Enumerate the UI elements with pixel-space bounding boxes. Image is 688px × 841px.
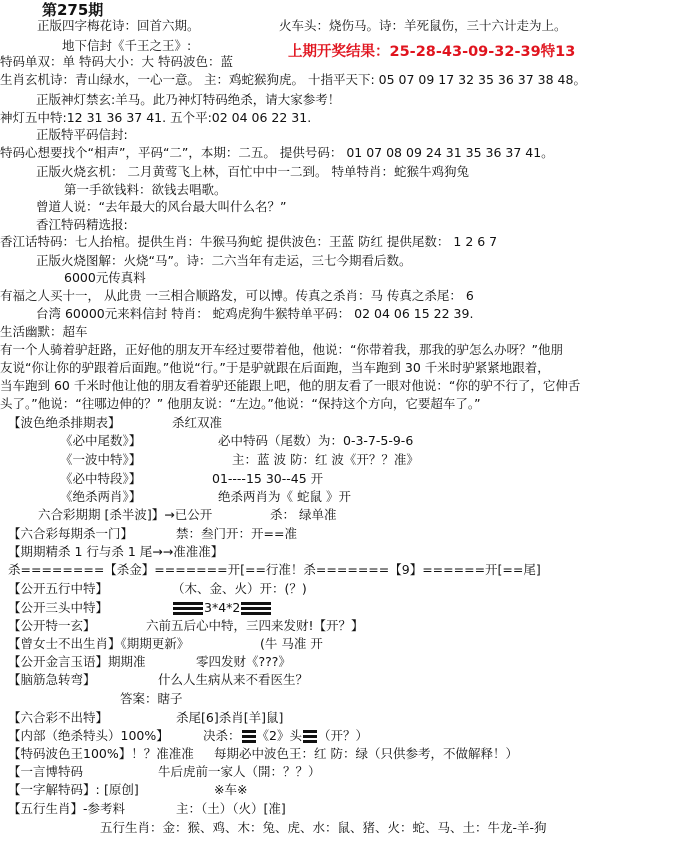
kill-door-value: 禁：叁门开：开==准 (176, 526, 297, 541)
special-one-label: 【公开特一玄】 (8, 618, 96, 633)
one-word-label: 【一言博特码 (8, 764, 84, 779)
riddle-label: 【脑筋急转弯】 (8, 672, 96, 687)
half-wave-label: 六合彩期期 [杀半波]】→已公开 (38, 507, 213, 522)
issue-number: 第275期 (42, 1, 104, 19)
taoist-says: 曾道人说：“去年最大的风台最大叫什么名？” (36, 199, 287, 214)
special-odd-even: 特码单双：单 特码大小：大 特码波色：蓝 (0, 54, 233, 69)
half-wave-value: 杀： 绿单准 (270, 507, 337, 522)
hk-words: 香江话特码：七人抬棺。提供生肖：牛猴马狗蛇 提供波色：王蓝 防红 提供尾数： 1 2 6 7 (0, 234, 498, 249)
kill-two-value: 绝杀两肖为《 蛇鼠 》开 (218, 489, 351, 504)
one-char-value: ※车※ (214, 782, 248, 797)
bar-icon (303, 735, 317, 738)
kill-red: 杀红双准 (172, 415, 223, 430)
one-word-value: 牛后虎前一家人（開：？？） (158, 764, 321, 779)
five-zodiac-main: 主：（土）（火）[准] (176, 801, 286, 816)
wave-value: 主：蓝 波 防：红 波《开？？准》 (232, 452, 419, 467)
special-one-value: 六前五后心中特，三四来发财!【开？】 (146, 618, 364, 633)
wave-label: 《一波中特》】 (60, 452, 142, 467)
zodiac-poem: 生肖玄机诗：青山绿水，一心一意。 主：鸡蛇猴狗虎。 十指平天下: 05 07 09 17 32 35 36 37 38 48。 (0, 72, 586, 87)
wave-table-title: 【波色绝杀排期表】 (8, 415, 121, 430)
three-heads-label: 【公开三头中特】 (8, 600, 109, 615)
five-elements-value: （木、金、火）开：(？) (172, 581, 307, 596)
story-line-4: 头了。”他说：“往哪边伸的？” 他朋友说：“左边。”他说：“保持这个方向，它要超车了。” (0, 396, 481, 411)
wave-king-label: 【特码波色王100%】！？准准准 (8, 746, 194, 761)
kill-door-label: 【六合彩每期杀一门】 (8, 526, 134, 541)
golden-words-label: 【公开金言玉语】期期准 (8, 654, 146, 669)
fire-mystery: 正版火烧玄机： 二月黄莺飞上林，百忙中中一二到。 特单特肖：蛇猴牛鸡狗兔 (36, 164, 469, 179)
story-line-2: 友说“你让你的驴跟着后面跑。”他说“行。”于是驴就跟在后面跑，当车跑到 30 千米时驴紧紧地跟着， (0, 360, 550, 375)
original-tag: [原创] (104, 782, 139, 797)
first-hand: 第一手欲钱料：欲钱去唱歌。 (64, 182, 227, 197)
five-zodiac-detail: 五行生肖：金：猴、鸡、木：兔、虎、水：鼠、猪、火：蛇、马、土：牛龙-羊-狗 (100, 820, 547, 835)
bar-icon (241, 607, 271, 610)
lamp-ban: 正版神灯禁玄:羊马。此乃神灯特码绝杀，请大家参考！ (36, 92, 341, 107)
no-special-label: 【六合彩不出特】 (8, 710, 109, 725)
tail-label: 《必中尾数》】 (60, 433, 142, 448)
golden-words-value: 零四发财《???》 (196, 654, 291, 669)
mrs-tseng-value: (牛 马准 开 (260, 636, 323, 651)
no-special-value: 杀尾[6]杀肖[羊]鼠] (176, 710, 284, 725)
fire-diagram: 正版火烧图解：火烧“马”。诗：二六当年有走运，三七今期看后数。 (36, 253, 412, 268)
story-line-1: 有一个人骑着驴赶路，正好他的朋友开车经过要带着他，他说：“你带着我，那我的驴怎么办呀？”他朋 (0, 342, 563, 357)
lamp-five: 神灯五中特:12 31 36 37 41. 五个平:02 04 06 22 31. (0, 110, 312, 125)
plum-poem: 正版四字梅花诗：回首六期。 (37, 18, 200, 33)
head-2: 《2》头 (256, 728, 302, 743)
riddle-question: 什么人生病从来不看医生？ (158, 672, 309, 687)
three-heads-code: 3*4*2 (204, 600, 241, 615)
segment-value: 01----15 30--45 开 (212, 471, 324, 486)
fine-kill-row: 杀========【杀金】=======开[==行准！杀=======【9】======开[==尾] (8, 562, 541, 577)
five-zodiac-label: 【五行生肖】-参考料 (8, 801, 126, 816)
segment-label: 《必中特段》】 (60, 471, 142, 486)
lucky-eleven: 有福之人买十一， 从此贵 一三相合顺路发，可以博。传真之杀肖：马 传真之杀尾： 6 (0, 288, 474, 303)
tail-value: 必中特码（尾数）为：0-3-7-5-9-6 (218, 433, 414, 448)
flat-envelope: 正版特平码信封: (36, 127, 128, 142)
inner-kill-value (203, 728, 368, 744)
five-elements-label: 【公开五行中特】 (8, 581, 109, 596)
kill-two-label: 《绝杀两肖》】 (60, 489, 142, 504)
decisive-kill-label: 决杀： (203, 728, 241, 743)
three-heads-value (172, 600, 272, 616)
fine-kill-title: 【期期精杀 1 行与杀 1 尾→→准准准】 (8, 544, 224, 559)
inner-kill-label: 【内部（绝杀特头）100%】 (8, 728, 169, 743)
wave-king-value: 每期必中波色王：红 防：绿（只供参考，不做解释！） (214, 746, 518, 761)
last-result: 上期开奖结果：25-28-43-09-32-39特13 (288, 44, 576, 60)
taiwan-60000: 台湾 60000元来料信封 特肖： 蛇鸡虎狗牛猴特单平码： 02 04 06 15 22 39. (36, 306, 474, 321)
story-line-3: 当车跑到 60 千米时他让他的朋友看着驴还能跟上吧，他的朋友看了一眼对他说：“你的驴不行了，它伸舌 (0, 378, 581, 393)
hk-selection: 香江特码精选报: (36, 217, 128, 232)
bar-icon (173, 607, 203, 610)
underground-envelope: 地下信封《千王之王》: (62, 38, 192, 53)
riddle-answer: 答案：瞎子 (120, 691, 183, 706)
fax-6000: 6000元传真料 (64, 270, 146, 285)
train-head: 火车头：烧伤马。诗：羊死鼠伤，三十六计走为上。 (279, 18, 567, 33)
crosstalk: 特码心想要找个“相声”，平码“二”，本期：二五。 提供号码： 01 07 08 09 24 31 35 36 37 41。 (0, 145, 554, 160)
one-char-label: 【一字解特码】: (8, 782, 100, 797)
bar-icon (242, 735, 256, 738)
humor-title: 生活幽默：超车 (0, 324, 88, 339)
open-question: （开？） (317, 728, 368, 743)
mrs-tseng-label: 【曾女士不出生肖】《期期更新》 (8, 636, 190, 651)
